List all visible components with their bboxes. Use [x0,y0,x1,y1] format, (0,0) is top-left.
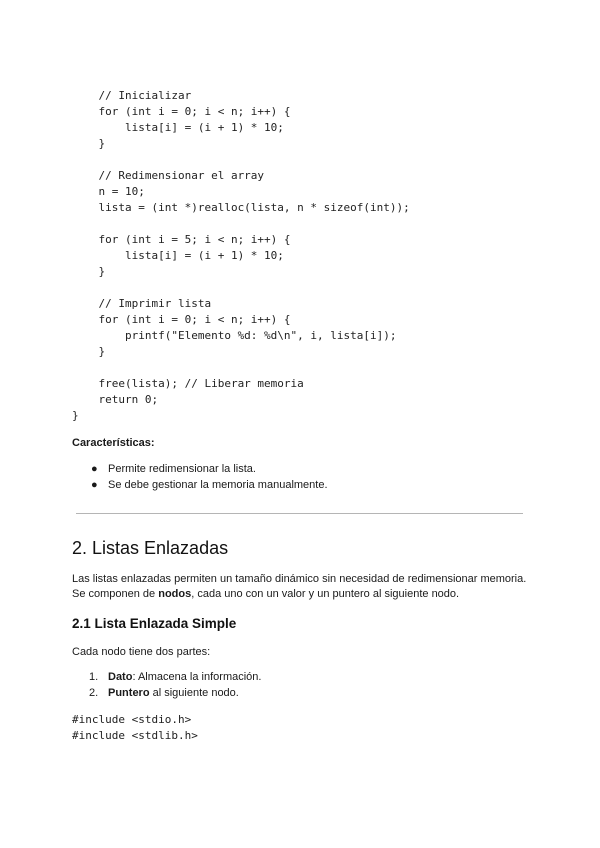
node-parts-list [72,670,261,701]
list-item [72,686,261,702]
bullet-icon: ● [91,463,98,475]
code-line: return 0; [72,393,159,406]
list-item-text: Se debe gestionar la memoria manualmente. [108,478,328,491]
code-line: lista[i] = (i + 1) * 10; [72,121,284,134]
code-line: #include <stdio.h> [72,713,192,726]
features-heading: Características: [72,437,155,449]
code-line: printf("Elemento %d: %d\n", i, lista[i]); [72,329,397,342]
section-intro-paragraph [72,572,532,602]
code-line: } [72,137,106,150]
section-title: 2. Listas Enlazadas [72,538,229,558]
code-line: // Imprimir lista [72,297,212,310]
intro-bold-term: nodos [158,588,192,600]
code-line: for (int i = 0; i < n; i++) { [72,313,291,326]
bullet-icon: ● [91,478,98,491]
code-block-realloc [72,88,410,424]
code-line: // Redimensionar el array [72,169,265,182]
intro-text: , cada uno con un valor y un puntero al siguiente nodo. [191,588,460,600]
subsection-title: 2.1 Lista Enlazada Simple [72,616,237,631]
code-line: for (int i = 5; i < n; i++) { [72,233,291,246]
code-line [72,360,410,376]
code-line: } [72,409,79,422]
code-line: } [72,345,106,358]
code-line: } [72,265,106,278]
list-number: 1. [89,671,99,683]
code-block-includes [72,712,198,744]
horizontal-divider [76,513,523,514]
code-line [72,152,410,168]
list-item-text: : Almacena la información. [132,671,262,683]
list-item-term: Puntero [108,686,150,699]
code-line [72,280,410,296]
intro-text: Las listas enlazadas permiten un tamaño dinámico sin necesidad de redimensionar memoria. Se componen de [72,573,527,600]
list-item-text: Permite redimensionar la lista. [108,463,256,475]
list-item-text: al siguiente nodo. [149,686,239,699]
subsection-intro: Cada nodo tiene dos partes: [72,646,211,658]
code-line: for (int i = 0; i < n; i++) { [72,105,291,118]
code-line: free(lista); // Liberar memoria [72,377,304,390]
code-line: n = 10; [72,185,145,198]
list-item [72,462,328,478]
list-item-term: Dato [108,671,133,683]
list-item [72,670,261,686]
code-line: #include <stdlib.h> [72,729,198,742]
code-line: lista = (int *)realloc(lista, n * sizeof(int)); [72,201,410,214]
features-list [72,462,328,493]
code-line: lista[i] = (i + 1) * 10; [72,249,284,262]
list-number: 2. [89,686,99,699]
code-line: // Inicializar [72,89,192,102]
list-item [72,478,328,494]
code-line [72,216,410,232]
